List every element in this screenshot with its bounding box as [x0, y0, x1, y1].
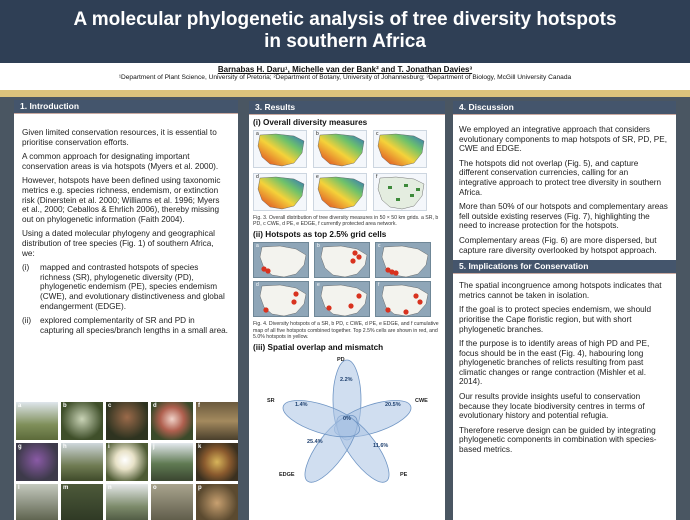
hotspot-cell	[403, 310, 408, 315]
objective-number: (i)	[22, 263, 30, 273]
photo-label: j	[153, 444, 155, 450]
hotspot-cell	[265, 269, 270, 274]
implications-body	[453, 274, 676, 455]
southern-africa-outline	[318, 134, 364, 166]
photo-label: g	[18, 444, 22, 450]
heatmap-graphic	[254, 174, 306, 210]
hotspot-graphic	[315, 243, 369, 277]
poster-title	[0, 0, 690, 63]
diversity-map-panel	[373, 130, 427, 168]
hotspot-cell	[393, 271, 398, 276]
venn-label-edge: EDGE	[279, 472, 295, 479]
section-heading-results: 3. Results	[249, 101, 445, 115]
discussion-paragraph: Complementary areas (Fig. 6) are more dispersed, but capture rare diversity overlooked by hotspot approach.	[459, 235, 657, 255]
hotspot-cell	[291, 300, 296, 305]
venn-pct-cwe: 20.5%	[385, 402, 401, 409]
results-subheading-overall: (i) Overall diversity measures	[253, 118, 368, 127]
panel-label: b	[316, 131, 319, 137]
hotspot-map-panel	[314, 281, 370, 317]
photo-label: p	[198, 485, 202, 491]
venn-label-sr: SR	[267, 398, 275, 405]
section-heading-discussion: 4. Discussion	[453, 101, 676, 115]
tree-species-photo	[196, 484, 238, 520]
panel-label: d	[256, 282, 259, 289]
diversity-map-grid	[249, 130, 445, 211]
hotspot-cell	[348, 304, 353, 309]
objective-text: mapped and contrasted hotspots of species richness (SR), phylogenetic diversity (PD), phylogenetic endemism (PE), species endemism (CWE), and evolutionary distinctiveness and global endangerment (EDGE).	[40, 263, 225, 311]
tree-species-photo	[151, 484, 193, 520]
affiliations: ¹Department of Plant Science, University of Pretoria; ²Department of Botany, University of Johannesburg; ³Department of Biology, McGill University Canada	[118, 74, 572, 81]
intro-paragraph: However, hotspots have been defined using taxonomic metrics e.g. species richness, endemism, or extinction risk (Dinerstein et al. 2000; Williams et al. 1996; Myers et al., 2000; Ceballos & Ehrlich 2006), thereby missing out on phylogenetic information (Faith 2004).	[22, 176, 221, 224]
introduction-body	[14, 114, 238, 335]
photo-label: m	[63, 485, 69, 491]
photo-label: l	[18, 485, 20, 491]
objective-number: (ii)	[22, 316, 32, 326]
diversity-map-panel	[313, 130, 367, 168]
venn-label-pd: PD	[337, 357, 345, 364]
implications-paragraph: If the goal is to protect species endemism, we should prioritise the Cape floristic region, but with short phylogenetic branches.	[459, 305, 652, 334]
venn-pct-sr: 1.4%	[295, 402, 308, 409]
figure-4-caption: Fig. 4. Diversity hotspots of a SR, b PD, c CWE, d PE, e EDGE, and f cumulative map of all five hotspots combined together. Top 2.5% cells are shown in red, and 5.0% hotspots in yellow.	[253, 321, 439, 340]
tree-species-photo	[106, 484, 148, 520]
hotspot-cell	[413, 294, 418, 299]
hotspot-map-panel	[314, 242, 370, 278]
southern-africa-outline	[318, 177, 364, 209]
hotspot-map-grid	[249, 242, 445, 317]
objective-item	[22, 316, 228, 335]
heatmap-graphic	[374, 131, 426, 167]
tree-species-photo	[151, 402, 193, 440]
photo-label: h	[63, 444, 67, 450]
results-column	[249, 101, 445, 520]
accent-stripe	[0, 90, 690, 97]
southern-africa-outline	[258, 177, 304, 209]
photo-label: a	[18, 403, 22, 409]
panel-label: f	[378, 282, 380, 289]
tree-species-photo	[16, 484, 58, 520]
hotspot-cell	[350, 259, 355, 264]
tree-species-photo	[16, 402, 58, 440]
southern-africa-outline	[378, 134, 424, 166]
tree-species-photo	[151, 443, 193, 481]
intro-paragraph: Using a dated molecular phylogeny and geographical distribution of tree species (Fig. 1) of southern Africa, we:	[22, 229, 215, 258]
photo-label: b	[63, 403, 67, 409]
section-heading-implications: 5. Implications for Conservation	[453, 260, 676, 274]
hotspot-graphic	[376, 243, 430, 277]
panel-label: c	[378, 243, 381, 250]
venn-pct-pe: 11.6%	[373, 443, 389, 450]
heatmap-graphic	[314, 174, 366, 210]
photo-label: d	[153, 403, 157, 409]
tree-species-photo	[61, 402, 103, 440]
objective-text: explored complementarity of SR and PD in capturing all species/branch lengths in a small area.	[40, 316, 228, 335]
implications-paragraph: Our results provide insights useful to conservation because they locate biodiversity centres in terms of evolutionary history and potential refugia.	[459, 392, 645, 421]
section-heading-introduction: 1. Introduction	[14, 100, 238, 114]
photo-label: f	[198, 403, 200, 409]
photo-label: n	[108, 485, 112, 491]
heatmap-graphic	[374, 174, 426, 210]
photo-label: i	[108, 444, 110, 450]
authors: Barnabas H. Daru¹, Michelle van der Bank² and T. Jonathan Davies³	[217, 65, 473, 74]
venn-pct-pd: 2.2%	[340, 377, 353, 384]
panel-label: a	[256, 131, 259, 137]
hotspot-cell	[352, 251, 357, 256]
photo-label: c	[108, 403, 112, 409]
photo-label: k	[198, 444, 202, 450]
panel-label: b	[317, 243, 320, 250]
tree-species-photo	[61, 484, 103, 520]
title-line-1: A molecular phylogenetic analysis of tree diversity hotspots	[73, 9, 617, 30]
hotspot-graphic	[376, 282, 430, 316]
implications-paragraph: Therefore reserve design can be guided by integrating phylogenetic components in combination with species-based metrics.	[459, 425, 657, 455]
objective-item	[22, 263, 228, 311]
discussion-paragraph: We employed an integrative approach that considers evolutionary components to map hotspots of SR, PD, PE, CWE and EDGE.	[459, 125, 667, 154]
hotspot-cell	[326, 306, 331, 311]
tree-species-photo	[16, 443, 58, 481]
hotspot-graphic	[254, 243, 308, 277]
hotspot-cell	[385, 308, 390, 313]
implications-paragraph: The spatial incongruence among hotspots indicates that metrics cannot be taken in isolation.	[459, 281, 662, 300]
introduction-column	[14, 100, 238, 520]
results-subheading-hotspots: (ii) Hotspots as top 2.5% grid cells	[253, 230, 387, 240]
intro-paragraph: A common approach for designating important conservation areas is via hotspots (Myers et al. 2000).	[22, 152, 219, 171]
hotspot-cell	[417, 300, 422, 305]
intro-paragraph: Given limited conservation resources, it is essential to prioritise conservation efforts.	[22, 128, 217, 147]
results-subheading-overlap: (iii) Spatial overlap and mismatch	[253, 343, 384, 353]
heatmap-graphic	[314, 131, 366, 167]
venn-label-cwe: CWE	[415, 398, 428, 405]
diversity-map-panel	[373, 173, 427, 211]
tree-species-photo	[196, 402, 238, 440]
venn-pct-edge: 25.4%	[307, 439, 323, 446]
venn-pct-center: 0%	[343, 416, 351, 423]
tree-species-photo	[196, 443, 238, 481]
diversity-map-panel	[253, 130, 307, 168]
hotspot-graphic	[315, 282, 369, 316]
southern-africa-outline	[258, 134, 304, 166]
diversity-map-panel	[253, 173, 307, 211]
discussion-paragraph: More than 50% of our hotspots and complementary areas fell outside existing reserves (Fig. 7), highlighting the need to increase protection for the hotspots.	[459, 202, 668, 231]
hotspot-map-panel	[253, 281, 309, 317]
protected-area-patch	[404, 184, 408, 187]
tree-photo-grid	[14, 400, 238, 520]
southern-africa-outline	[321, 285, 367, 316]
heatmap-graphic	[254, 131, 306, 167]
discussion-body	[453, 115, 676, 255]
poster-header	[0, 0, 690, 90]
photo-label: o	[153, 485, 157, 491]
protected-area-patch	[396, 198, 400, 201]
hotspot-cell	[293, 292, 298, 297]
hotspot-map-panel	[375, 242, 431, 278]
tree-species-photo	[106, 402, 148, 440]
hotspot-cell	[263, 308, 268, 313]
discussion-paragraph: The hotspots did not overlap (Fig. 5), and capture different conservation currencies, calling for an integrative approach to protect tree diversity in southern Africa.	[459, 158, 662, 197]
title-line-2: in southern Africa	[264, 31, 426, 52]
hotspot-cell	[356, 255, 361, 260]
protected-area-patch	[410, 194, 414, 197]
discussion-column	[453, 101, 676, 520]
hotspot-graphic	[254, 282, 308, 316]
protected-area-patch	[416, 188, 420, 191]
protected-area-patch	[388, 186, 392, 189]
tree-species-photo	[61, 443, 103, 481]
panel-label: d	[256, 174, 259, 180]
implications-paragraph: If the purpose is to identify areas of high PD and PE, focus should be in the east (Fig. 4), habouring long phylogenetic branches of relicts resulting from past climatic changes or range contraction (Mishler et al. 2014).	[459, 339, 650, 387]
tree-species-photo	[106, 443, 148, 481]
panel-label: e	[316, 174, 319, 180]
panel-label: c	[376, 131, 379, 137]
venn-label-pe: PE	[400, 472, 408, 479]
hotspot-map-panel	[253, 242, 309, 278]
figure-3-caption: Fig. 3. Overall distribution of tree diversity measures in 50 × 50 km grids. a SR, b PD, c CWE, d PE, e EDGE, f currently protected area network.	[253, 215, 439, 228]
hotspot-map-panel	[375, 281, 431, 317]
panel-label: f	[376, 174, 378, 180]
southern-africa-outline	[378, 177, 424, 209]
southern-africa-outline	[321, 246, 367, 277]
panel-label: e	[317, 282, 320, 289]
diversity-map-panel	[313, 173, 367, 211]
venn-diagram	[249, 355, 445, 485]
hotspot-cell	[356, 294, 361, 299]
panel-label: a	[256, 243, 259, 250]
